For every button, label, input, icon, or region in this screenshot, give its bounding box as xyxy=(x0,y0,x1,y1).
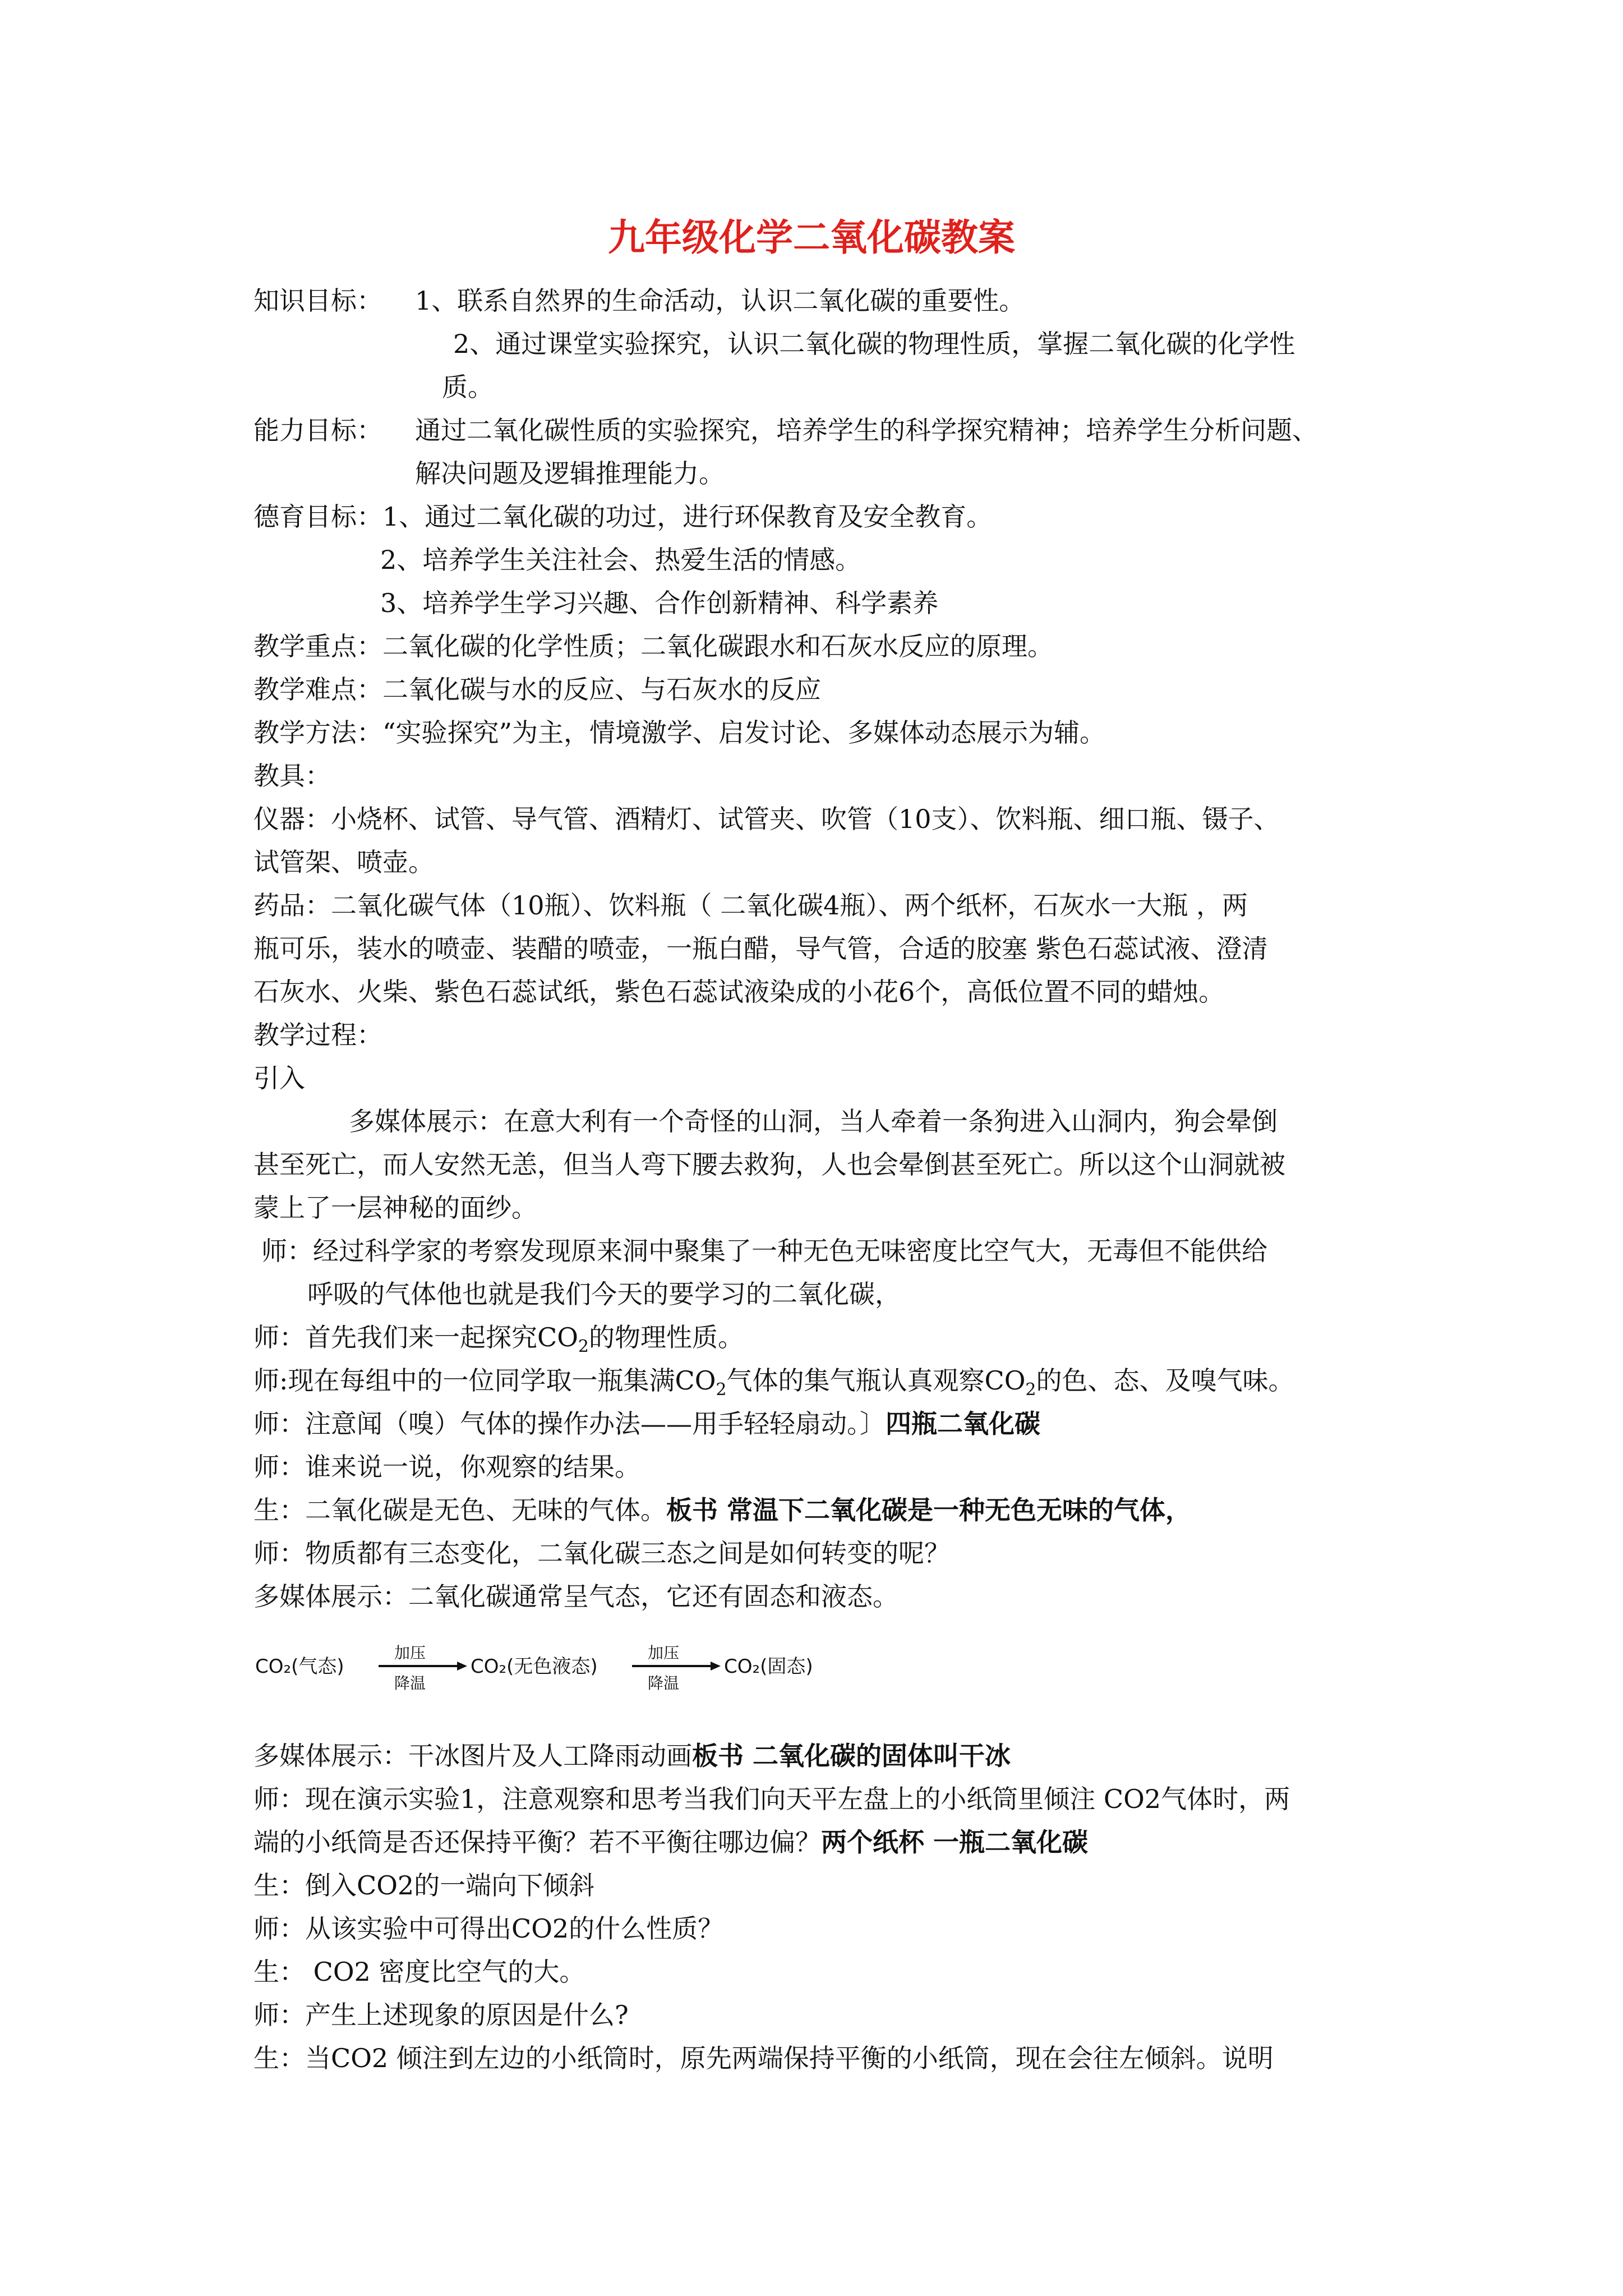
ability-goal-cont: 解决问题及逻辑推理能力。 xyxy=(415,458,725,489)
ability-goal: 通过二氧化碳性质的实验探究，培养学生的科学探究精神；培养学生分析问题、 xyxy=(415,415,1318,445)
teacher-line-8: 师：从该实验中可得出CO2的什么性质？ xyxy=(253,1913,724,1944)
teacher-line-9: 师：产生上述现象的原因是什么? xyxy=(253,2000,629,2030)
intro-label: 引入 xyxy=(253,1063,305,1093)
key-points: 教学重点：二氧化碳的化学性质；二氧化碳跟水和石灰水反应的原理。 xyxy=(253,631,1053,661)
reagents-cont-1: 瓶可乐，装水的喷壶、装醋的喷壶，一瓶白醋，导气管，合适的胶塞 紫色石蕊试液、澄清 xyxy=(253,933,1268,964)
arrow-1-head xyxy=(457,1662,467,1671)
tools-label: 教具： xyxy=(253,761,331,791)
media-line-2: 多媒体展示：干冰图片及人工降雨动画板书 二氧化碳的固体叫干冰 xyxy=(253,1741,1011,1771)
process-label: 教学过程： xyxy=(253,1020,382,1050)
knowledge-goal-1: 1、联系自然界的生命活动，认识二氧化碳的重要性。 xyxy=(415,286,1025,316)
document-title: 九年级化学二氧化碳教案 xyxy=(608,215,1015,259)
teacher-line-4: 师：注意闻（嗅）气体的操作办法——用手轻轻扇动。〕四瓶二氧化碳 xyxy=(253,1409,1040,1439)
state-solid-label: CO₂(固态) xyxy=(724,1655,813,1678)
teacher-line-6: 师：物质都有三态变化，二氧化碳三态之间是如何转变的呢？ xyxy=(253,1538,950,1568)
media-line-1: 多媒体展示：二氧化碳通常呈气态，它还有固态和液态。 xyxy=(253,1581,898,1612)
arrow-1-top-label: 加压 xyxy=(394,1644,426,1662)
moral-goal-3: 3、培养学生学习兴趣、合作创新精神、科学素养 xyxy=(380,588,939,618)
student-line-3: 生： CO2 密度比空气的大。 xyxy=(253,1957,585,1987)
moral-goal-2: 2、培养学生关注社会、热爱生活的情感。 xyxy=(380,545,861,575)
student-line-1: 生：二氧化碳是无色、无味的气体。板书 常温下二氧化碳是一种无色无味的气体， xyxy=(253,1495,1192,1525)
intro-paragraph-cont-2: 蒙上了一层神秘的面纱。 xyxy=(253,1193,537,1223)
student-line-4: 生：当CO2 倾注到左边的小纸筒时，原先两端保持平衡的小纸筒，现在会往左倾斜。说明 xyxy=(253,2043,1274,2073)
instruments-cont: 试管架、喷壶。 xyxy=(253,847,434,877)
teacher-line-7: 师：现在演示实验1，注意观察和思考当我们向天平左盘上的小纸筒里倾注 CO2气体时，两 xyxy=(253,1784,1290,1814)
moral-goal-1: 德育目标：1、通过二氧化碳的功过，进行环保教育及安全教育。 xyxy=(253,501,993,532)
teacher-line-3: 师:现在每组中的一位同学取一瓶集满$CO_2$气体的集气瓶认真观察$CO_2$的色、态、及嗅气味。 xyxy=(253,1365,1294,1400)
knowledge-goal-2: 2、通过课堂实验探究，认识二氧化碳的物理性质，掌握二氧化碳的化学性 xyxy=(453,329,1295,359)
ability-goal-label: 能力目标： xyxy=(253,415,382,445)
student-line-2: 生：倒入CO2的一端向下倾斜 xyxy=(253,1870,595,1901)
state-gas-label: CO₂(气态) xyxy=(255,1655,344,1678)
state-liquid-label: CO₂(无色液态) xyxy=(471,1655,598,1678)
reagents: 药品：二氧化碳气体（10瓶）、饮料瓶（ 二氧化碳4瓶）、两个纸杯，石灰水一大瓶 ，两 xyxy=(253,890,1248,921)
co2-state-diagram xyxy=(255,1637,855,1695)
knowledge-goal-2-cont: 质。 xyxy=(442,372,494,402)
teacher-line-2: 师：首先我们来一起探究$CO_2$的物理性质。 xyxy=(253,1322,744,1356)
arrow-2-top-label: 加压 xyxy=(648,1644,680,1662)
arrow-2-bottom-label: 降温 xyxy=(648,1674,680,1692)
difficulties: 教学难点：二氧化碳与水的反应、与石灰水的反应 xyxy=(253,674,821,705)
teaching-methods: 教学方法：“实验探究”为主，情境激学、启发讨论、多媒体动态展示为辅。 xyxy=(253,717,1106,748)
teacher-line-1: 师：经过科学家的考察发现原来洞中聚集了一种无色无味密度比空气大，无毒但不能供给 xyxy=(261,1236,1267,1266)
reagents-cont-2: 石灰水、火柴、紫色石蕊试纸，紫色石蕊试液染成的小花6个，高低位置不同的蜡烛。 xyxy=(253,977,1225,1007)
teacher-line-1-cont: 呼吸的气体他也就是我们今天的要学习的二氧化碳， xyxy=(307,1279,901,1309)
instruments: 仪器：小烧杯、试管、导气管、酒精灯、试管夹、吹管（10支）、饮料瓶、细口瓶、镊子、 xyxy=(253,804,1280,834)
arrow-1-bottom-label: 降温 xyxy=(394,1674,426,1692)
teacher-line-5: 师：谁来说一说，你观察的结果。 xyxy=(253,1452,640,1482)
knowledge-goal-label: 知识目标： xyxy=(253,286,382,316)
intro-paragraph: 多媒体展示：在意大利有一个奇怪的山洞，当人牵着一条狗进入山洞内，狗会晕倒 xyxy=(349,1106,1278,1137)
teacher-line-7-cont: 端的小纸筒是否还保持平衡？若不平衡往哪边偏？两个纸杯 一瓶二氧化碳 xyxy=(253,1827,1089,1857)
arrow-2-head xyxy=(711,1662,721,1671)
intro-paragraph-cont-1: 甚至死亡，而人安然无恙，但当人弯下腰去救狗，人也会晕倒甚至死亡。所以这个山洞就被 xyxy=(253,1149,1285,1180)
